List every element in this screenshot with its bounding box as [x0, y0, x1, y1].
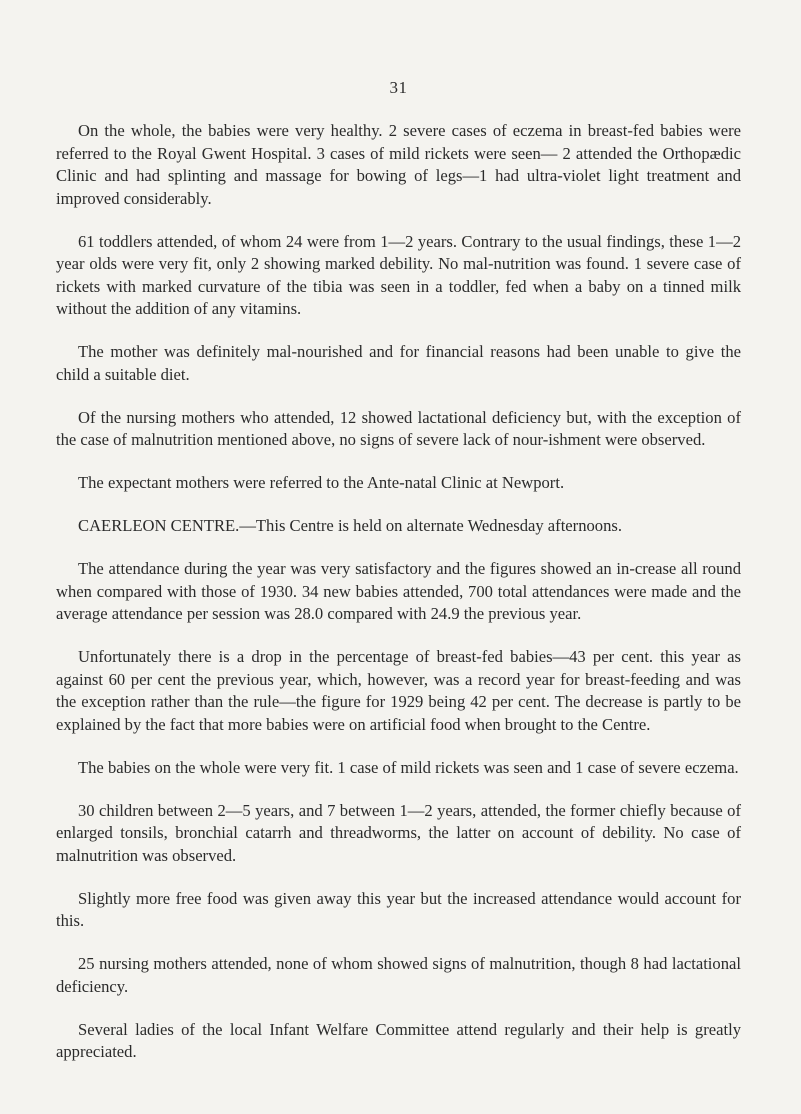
- paragraph-attendance: The attendance during the year was very satisfactory and the figures showed an in-crease all round when compared with those of 1930. 34 new babies attended, 700 total attendances were made and the average attendance per session was 28.0 compared with 24.9 the previous year.: [56, 559, 741, 623]
- paragraph-caerleon-centre-heading: CAERLEON CENTRE.—This Centre is held on alternate Wednesday afternoons.: [78, 516, 622, 535]
- paragraph-expectant-mothers: The expectant mothers were referred to the Ante-natal Clinic at Newport.: [78, 473, 565, 492]
- paragraph-babies-health: On the whole, the babies were very healthy. 2 severe cases of eczema in breast-fed babies were referred to the Royal Gwent Hospital. 3 cases of mild rickets were seen— 2 attended the Orthopædic Clinic and had splinting and massage for bowing of legs—1 had ultra-violet light treatment and improved considerably.: [56, 121, 741, 208]
- page-number: 31: [389, 78, 408, 97]
- paragraph-mother-malnourished: The mother was definitely mal-nourished and for financial reasons had been unable to give the child a suitable diet.: [56, 342, 741, 384]
- paragraph-children-attended: 30 children between 2—5 years, and 7 between 1—2 years, attended, the former chiefly because of enlarged tonsils, bronchial catarrh and threadworms, the latter on account of debility. No case of malnutrition was observed.: [56, 800, 741, 865]
- paragraph-free-food: Slightly more free food was given away this year but the increased attendance would account for this.: [56, 888, 741, 930]
- paragraph-nursing-mothers-caerleon: 25 nursing mothers attended, none of whom showed signs of malnutrition, though 8 had lactational deficiency.: [56, 954, 741, 996]
- paragraph-babies-fit: The babies on the whole were very fit. 1 case of mild rickets was seen and 1 case of severe eczema.: [78, 757, 739, 777]
- paragraph-toddlers: 61 toddlers attended, of whom 24 were from 1—2 years. Contrary to the usual findings, these 1—2 year olds were very fit, only 2 showing marked debility. No mal-nutrition was found. 1 severe case of rickets with marked curvature of the tibia was seen in a toddler, fed when a baby on a tinned milk without the addition of any vitamins.: [56, 231, 741, 318]
- paragraph-committee-ladies: Several ladies of the local Infant Welfare Committee attend regularly and their help is greatly appreciated.: [56, 1019, 741, 1061]
- paragraph-nursing-mothers: Of the nursing mothers who attended, 12 showed lactational deficiency but, with the exception of the case of malnutrition mentioned above, no signs of severe lack of nour-ishment were observed.: [56, 407, 741, 449]
- paragraph-breast-fed-percentage: Unfortunately there is a drop in the percentage of breast-fed babies—43 per cent. this year as against 60 per cent the previous year, which, however, was a record year for breast-feeding and was the exception rather than the rule—the figure for 1929 being 42 per cent. The decrease is partly to be explained by the fact that more babies were on artificial food when brought to the Centre.: [56, 647, 741, 734]
